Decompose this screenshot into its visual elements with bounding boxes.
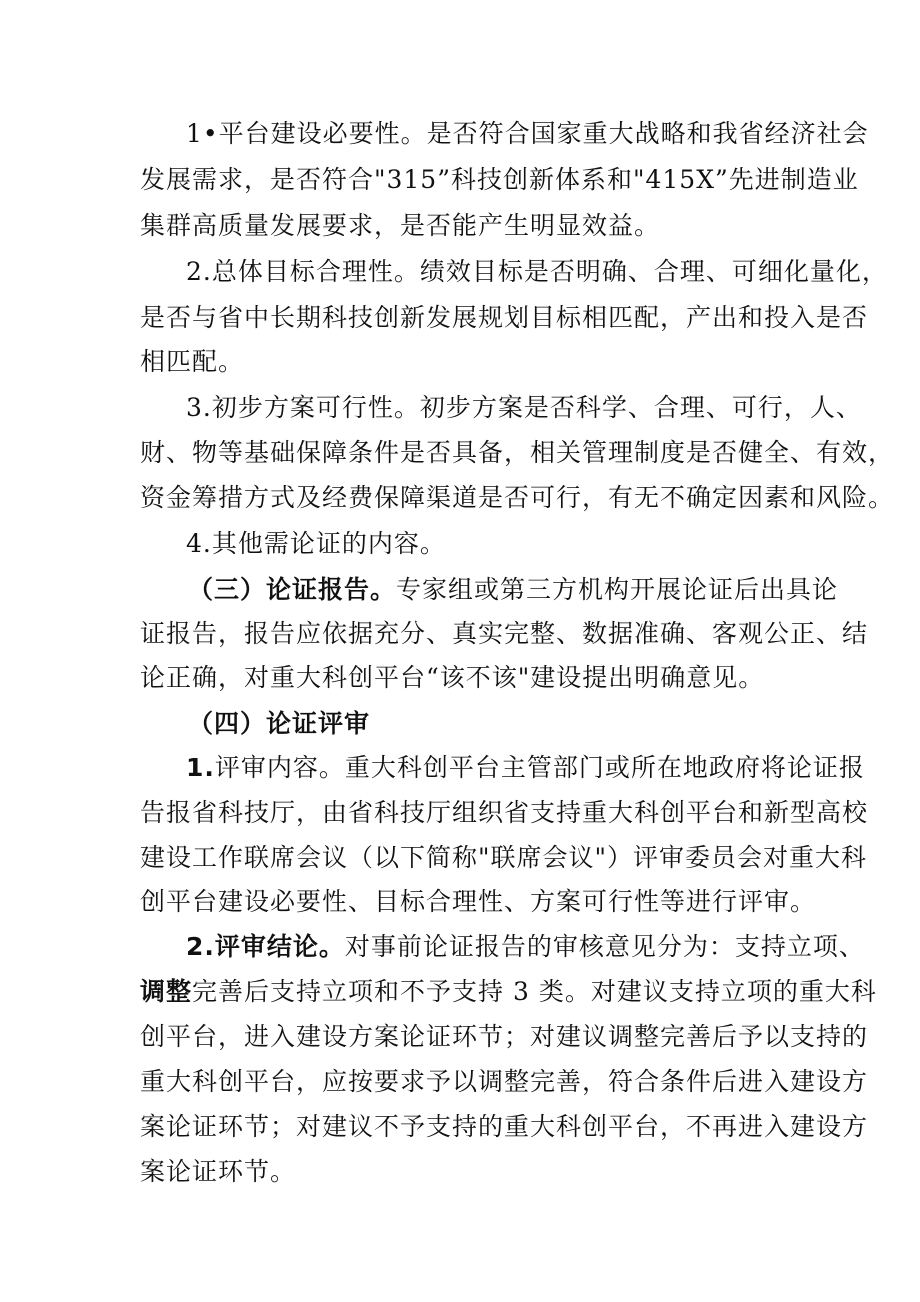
item3-line1: 3.初步方案可行性。初步方案是否科学、合理、可行，人、 [186,393,862,422]
s4-item1-line4: 创平台建设必要性、目标合理性、方案可行性等进行评审。 [140,887,817,916]
item4-line1: 4.其他需论证的内容。 [186,529,446,558]
s4-item2-label: 2. [186,932,215,961]
s4-item2-line3: 创平台，进入建设方案论证环节；对建议调整完善后予以支持的 [140,1022,869,1051]
item2-line1: 2.总体目标合理性。绩效目标是否明确、合理、可细化量化， [186,257,888,286]
section3-line3: 论正确，对重大科创平台“该不该"建设提出明确意见。 [140,663,765,692]
section3-line2: 证报告，报告应依据充分、真实完整、数据准确、客观公正、结 [140,619,869,648]
s4-item1-label: 1. [186,753,215,782]
section3-line1 [188,574,838,606]
section3-line1-text: 专家组或第三方机构开展论证后出具论 [396,575,839,604]
s4-item1-line3: 建设工作联席会议（以下简称"联席会议"）评审委员会对重大科 [140,843,868,872]
s4-item1-line1 [186,752,865,784]
section4-heading: （四）论证评审 [188,709,371,738]
s4-item1-line1-text: 重大科创平台主管部门或所在地政府将论证报 [344,753,865,782]
s4-item1-line2: 告报省科技厅，由省科技厅组织省支持重大科创平台和新型高校 [140,798,869,827]
section3-heading: （三）论证报告。 [188,575,397,604]
s4-item2-line6: 案论证环节。 [140,1157,297,1186]
s4-item2-line5: 案论证环节；对建议不予支持的重大科创平台，不再进入建设方 [140,1112,869,1141]
s4-item2-line1 [186,931,865,963]
s4-item2-line4: 重大科创平台，应按要求予以调整完善，符合条件后进入建设方 [140,1067,869,1096]
item1-line2: 发展需求，是否符合"315”科技创新体系和"415X”先进制造业 [140,165,859,194]
s4-item2-line2-text: 完善后支持立项和不予支持 3 类。对建议支持立项的重大科 [192,977,877,1006]
s4-item2-title: 评审结论。 [214,932,345,961]
item2-line2: 是否与省中长期科技创新发展规划目标相匹配，产出和投入是否 [140,303,869,332]
item1-line1: 1•平台建设必要性。是否符合国家重大战略和我省经济社会 [186,119,869,148]
s4-item2-line1-text: 对事前论证报告的审核意见分为：支持立项、 [344,932,865,961]
item1-line3: 集群高质量发展要求，是否能产生明显效益。 [140,211,661,240]
item3-line3: 资金筹措方式及经费保障渠道是否可行，有无不确定因素和风险。 [140,483,895,512]
s4-item2-line2 [140,976,877,1008]
item3-line2: 财、物等基础保障条件是否具备，相关管理制度是否健全、有效， [140,438,895,467]
s4-item1-title: 评审内容。 [214,753,345,782]
item2-line3: 相匹配。 [140,347,245,376]
s4-item2-line2-bold: 调整 [140,977,193,1006]
